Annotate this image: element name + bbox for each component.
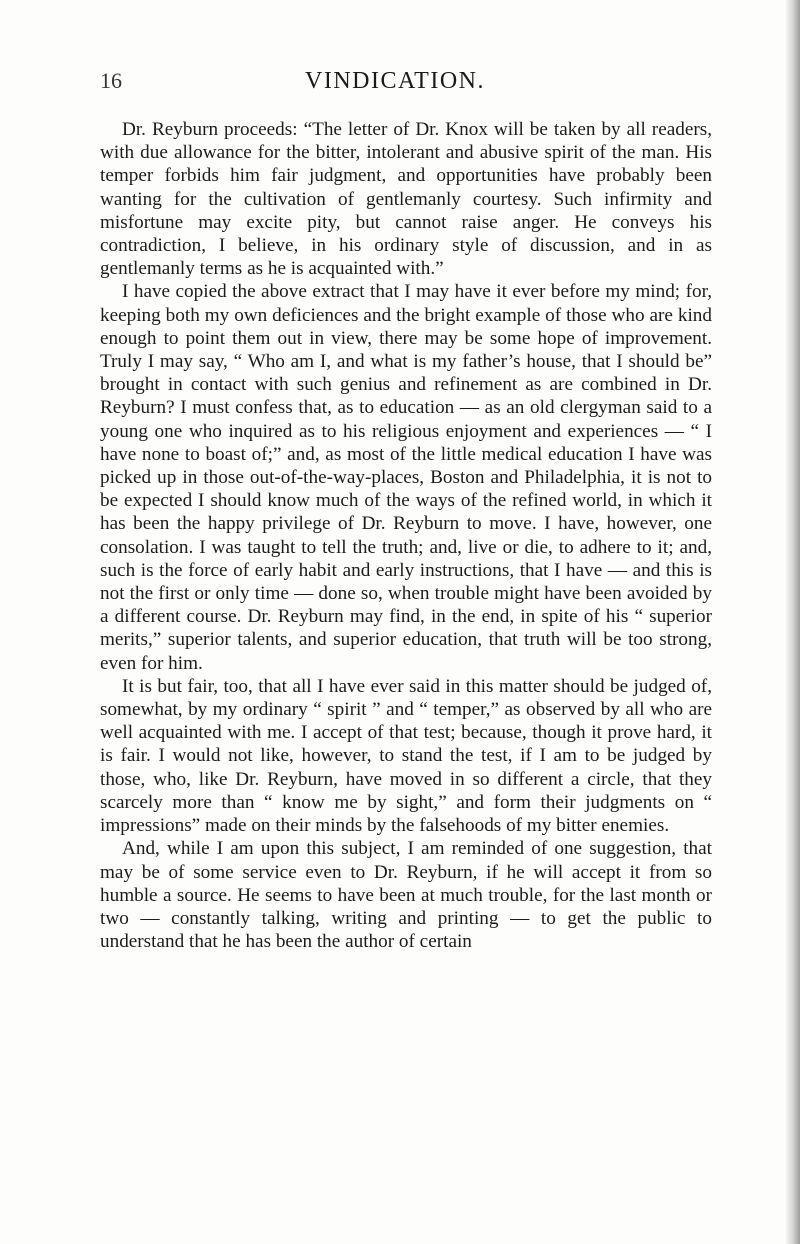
- running-header: [0, 68, 800, 98]
- paragraph: Dr. Reyburn proceeds: “The letter of Dr. Knox will be taken by all readers, with due allowance for the bitter, intolerant and abusive spirit of the man. His temper forbids him fair judgment, and opportunities have probably been wanting for the cultivation of gentlemanly courtesy. Such infirmity and misfortune may excite pity, but cannot raise anger. He conveys his contradiction, I believe, in his ordinary style of discussion, and in as gentlemanly terms as he is acquainted with.”: [100, 119, 712, 280]
- paragraph: And, while I am upon this subject, I am reminded of one suggestion, that may be of some service even to Dr. Reyburn, if he will accept it from so humble a source. He seems to have been at much trouble, for the last month or two — constantly talking, writing and printing — to get the public to understand that he has been the author of certain: [100, 838, 712, 953]
- page-edge-shadow: [786, 0, 800, 1244]
- body-text: [100, 118, 712, 953]
- running-title: VINDICATION.: [305, 68, 485, 94]
- paragraph: I have copied the above extract that I may have it ever before my mind; for, keeping both my own deficiences and the bright example of those who are kind enough to point them out in view, there may be some hope of improvement. Truly I may say, “ Who am I, and what is my father’s house, that I should be” brought in contact with such genius and refinement as are combined in Dr. Reyburn? I must confess that, as to education — as an old clergyman said to a young one who inquired as to his religious enjoyment and experiences — “ I have none to boast of;” and, as most of the little medical education I have was picked up in those out-of-the-way-places, Boston and Philadelphia, it is not to be expected I should know much of the ways of the refined world, in which it has been the happy privilege of Dr. Reyburn to move. I have, however, one consolation. I was taught to tell the truth; and, live or die, to adhere to it; and, such is the force of early habit and early instructions, that I have — and this is not the first or only time — done so, when trouble might have been avoided by a different course. Dr. Reyburn may find, in the end, in spite of his “ superior merits,” superior talents, and superior education, that truth will be too strong, even for him.: [100, 281, 712, 674]
- paragraph: It is but fair, too, that all I have ever said in this matter should be judged of, somewhat, by my ordinary “ spirit ” and “ temper,” as observed by all who are well acquainted with me. I accept of that test; because, though it prove hard, it is fair. I would not like, however, to stand the test, if I am to be judged by those, who, like Dr. Reyburn, have moved in so different a circle, that they scarcely more than “ know me by sight,” and form their judgments on “ impressions” made on their minds by the falsehoods of my bitter enemies.: [100, 675, 712, 837]
- page-number: 16: [100, 68, 122, 93]
